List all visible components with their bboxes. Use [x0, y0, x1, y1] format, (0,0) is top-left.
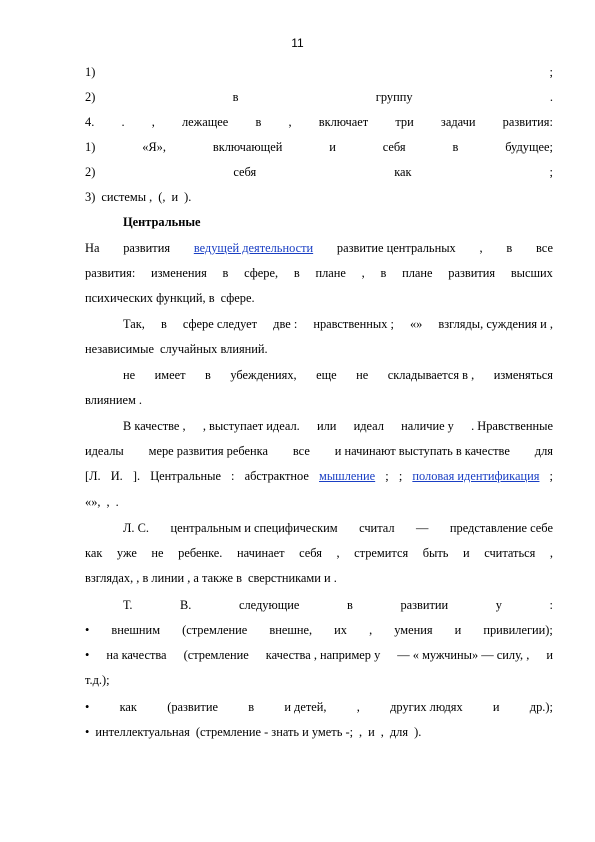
word: • [85, 725, 90, 739]
word: все [292, 444, 310, 458]
word: себя [299, 546, 322, 560]
word: для [534, 444, 553, 458]
word: внешним [111, 623, 161, 637]
word: , [359, 725, 363, 739]
word: ]. [132, 469, 141, 483]
text-line [85, 672, 553, 688]
word: , [361, 266, 365, 280]
word: считал [359, 521, 395, 535]
word: сфере следует [182, 317, 258, 331]
word: взглядах, , в линии , а также в [85, 571, 242, 585]
text-line [85, 367, 553, 383]
text-line [85, 316, 553, 332]
word: сфере, [244, 266, 279, 280]
word: нравственных ; [313, 317, 394, 331]
text-line [85, 189, 553, 205]
word: и [329, 140, 336, 154]
word: • [85, 648, 90, 662]
text-line [85, 392, 553, 408]
word: плане [315, 266, 346, 280]
text-line [85, 494, 553, 510]
word: ; [398, 469, 403, 483]
word: , [380, 725, 384, 739]
hyperlink[interactable]: мышление [319, 469, 376, 483]
word: 4. [85, 115, 95, 129]
word: [Л. [85, 469, 101, 483]
word: . [115, 495, 119, 509]
word: и [463, 546, 470, 560]
word: , [106, 495, 110, 509]
word: в [232, 90, 239, 104]
word: На [85, 241, 100, 255]
word: для [389, 725, 409, 739]
word: идеал [353, 419, 384, 433]
page-number: 11 [291, 36, 304, 50]
word: (, [158, 190, 166, 204]
word: привилегии); [483, 623, 553, 637]
hyperlink[interactable]: половая идентификация [412, 469, 540, 483]
word: идеалы [85, 444, 124, 458]
word: и [546, 648, 553, 662]
word: складывается в , [387, 368, 475, 382]
text-line [85, 290, 553, 306]
word: не [356, 368, 369, 382]
text-line [85, 265, 553, 281]
word: системы , [101, 190, 153, 204]
word: сфере. [220, 291, 255, 305]
word: на качества [106, 648, 167, 662]
word: в [452, 140, 459, 154]
word: и [492, 700, 500, 714]
text-line [85, 443, 553, 459]
word: Л. С. [123, 521, 149, 535]
text-line [85, 724, 553, 740]
word: . [549, 90, 553, 104]
word: в [293, 266, 300, 280]
word: , [369, 623, 373, 637]
word: не [123, 368, 136, 382]
word: развития: [85, 266, 136, 280]
word: «» [409, 317, 423, 331]
word: включает [318, 115, 369, 129]
word: внешне, [269, 623, 313, 637]
word: 2) [85, 90, 96, 104]
text-line [85, 545, 553, 561]
text-line [85, 570, 553, 586]
word: мере развития ребенка [148, 444, 268, 458]
word: себя [233, 165, 257, 179]
word: 1) [85, 140, 96, 154]
word: И. [110, 469, 123, 483]
word: (развитие [167, 700, 218, 714]
word: у [495, 598, 502, 612]
hyperlink[interactable]: ведущей деятельности [193, 241, 314, 255]
word: не [151, 546, 164, 560]
word: в [347, 598, 353, 612]
word: независимые [85, 342, 154, 356]
word: умения [394, 623, 433, 637]
word: ; [385, 469, 389, 483]
word: развитие центральных [336, 241, 456, 255]
word: и [171, 190, 179, 204]
word: . Нравственные [471, 419, 553, 433]
word: изменения [151, 266, 207, 280]
word: Так, [123, 317, 145, 331]
word: , выступает идеал. [202, 419, 300, 433]
word: 1) [85, 65, 96, 79]
word: , [479, 241, 483, 255]
word: быть [422, 546, 449, 560]
text-line [85, 240, 553, 256]
word: , [336, 546, 340, 560]
word: , [288, 115, 292, 129]
word: центральным и специфическим [170, 521, 338, 535]
text-line [85, 468, 553, 484]
word: В качестве , [123, 419, 186, 433]
text-line [85, 699, 553, 715]
word: и [454, 623, 462, 637]
word: и начинают выступать в качестве [334, 444, 510, 458]
word: психических функций, в [85, 291, 215, 305]
word: или [316, 419, 337, 433]
word: (стремление [183, 648, 249, 662]
word: ; [549, 469, 553, 483]
word: лежащее [181, 115, 229, 129]
word: наличие у [401, 419, 454, 433]
word: Т. [123, 598, 133, 612]
word: «», [85, 495, 101, 509]
section-heading: Центральные [123, 215, 201, 229]
word: ). [184, 190, 192, 204]
word: : [231, 469, 235, 483]
text-line [85, 520, 553, 536]
word: т.д.); [85, 673, 110, 687]
word: задачи [440, 115, 476, 129]
word: три [395, 115, 414, 129]
word: себя [382, 140, 406, 154]
word: Центральные [150, 469, 221, 483]
word: плане [402, 266, 433, 280]
word: • [85, 700, 90, 714]
word: развития: [502, 115, 553, 129]
word: стремится [354, 546, 409, 560]
word: уже [116, 546, 137, 560]
word: высших [510, 266, 553, 280]
word: в [160, 317, 167, 331]
word: группу [375, 90, 413, 104]
word: в [248, 700, 255, 714]
word: начинает [236, 546, 285, 560]
word: включающей [212, 140, 283, 154]
word: еще [316, 368, 337, 382]
word: в [506, 241, 513, 255]
word: как [119, 700, 137, 714]
word: две : [273, 317, 298, 331]
word: , [549, 546, 553, 560]
word: «Я», [142, 140, 166, 154]
text-line [85, 622, 553, 638]
word: интеллектуальная [95, 725, 190, 739]
word: — [416, 521, 429, 535]
word: изменяться [493, 368, 553, 382]
word: абстрактное [244, 469, 309, 483]
word: следующие [238, 598, 300, 612]
word: имеет [154, 368, 186, 382]
text-line [85, 89, 553, 105]
word: случайных влияний. [159, 342, 268, 356]
word: в [205, 368, 211, 382]
text-line [85, 164, 553, 180]
text-line [85, 418, 553, 434]
word: будущее; [505, 140, 553, 154]
word: 2) [85, 165, 96, 179]
text-line [85, 647, 553, 663]
word: как [85, 546, 103, 560]
word: др.); [529, 700, 553, 714]
word: развитии [400, 598, 449, 612]
word: все [536, 241, 553, 255]
word: убеждениях, [230, 368, 297, 382]
word: 3) [85, 190, 96, 204]
word: как [394, 165, 412, 179]
word: в [222, 266, 229, 280]
word: их [334, 623, 347, 637]
text-line [85, 139, 553, 155]
word: . [121, 115, 125, 129]
text-line [85, 114, 553, 130]
word: сверстниками и . [247, 571, 337, 585]
word: • [85, 623, 90, 637]
word: , [151, 115, 155, 129]
word: взгляды, суждения и , [438, 317, 553, 331]
word: представление себе [449, 521, 553, 535]
word: влиянием . [85, 393, 142, 407]
word: других людях [390, 700, 463, 714]
word: — « мужчины» — силу, , [397, 648, 530, 662]
word: и детей, [284, 700, 327, 714]
word: считаться [484, 546, 536, 560]
text-line [85, 64, 553, 80]
text-line [85, 341, 553, 357]
word: и [368, 725, 375, 739]
word: В. [180, 598, 192, 612]
text-line [85, 214, 591, 230]
word: (стремление [182, 623, 248, 637]
word: (стремление - знать и уметь -; [195, 725, 354, 739]
word: развития [123, 241, 171, 255]
word: развития [448, 266, 496, 280]
word: в [255, 115, 262, 129]
word: : [549, 598, 553, 612]
word: ; [549, 65, 553, 79]
word: ; [549, 165, 553, 179]
word: качества , например у [265, 648, 381, 662]
word: в [380, 266, 387, 280]
text-line [85, 597, 553, 613]
word: , [356, 700, 360, 714]
word: ). [414, 725, 422, 739]
word: ребенке. [178, 546, 223, 560]
